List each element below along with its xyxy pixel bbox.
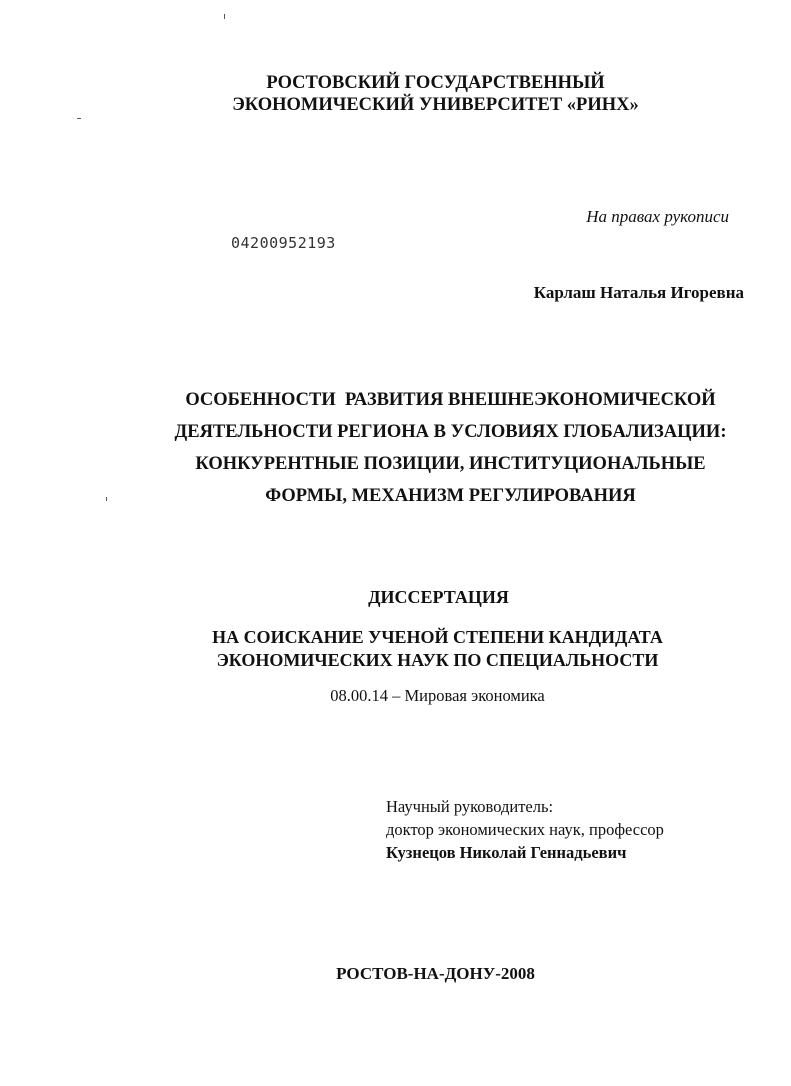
city-year: РОСТОВ-НА-ДОНУ-2008 <box>336 964 535 983</box>
stamp-number: 04200952193 <box>231 234 336 252</box>
degree-statement <box>42 626 791 672</box>
university-line-2: ЭКОНОМИЧЕСКИЙ УНИВЕРСИТЕТ «РИНХ» <box>232 95 639 115</box>
supervisor-name: Кузнецов Николай Геннадьевич <box>386 843 627 862</box>
specialty-code: 08.00.14 – Мировая экономика <box>330 686 545 705</box>
title-line-3: КОНКУРЕНТНЫЕ ПОЗИЦИИ, ИНСТИТУЦИОНАЛЬНЫЕ <box>195 454 706 474</box>
title-line-1: ОСОБЕННОСТИ РАЗВИТИЯ ВНЕШНЕЭКОНОМИЧЕСКОЙ <box>185 390 716 410</box>
thesis-type: ДИССЕРТАЦИЯ <box>368 587 509 607</box>
manuscript-note: На правах рукописи <box>586 207 729 226</box>
supervisor-credentials: доктор экономических наук, профессор <box>386 820 664 839</box>
title-line-2: ДЕЯТЕЛЬНОСТИ РЕГИОНА В УСЛОВИЯХ ГЛОБАЛИЗАЦИИ: <box>174 422 727 442</box>
supervisor-label: Научный руководитель: <box>386 797 554 816</box>
university-line-1: РОСТОВСКИЙ ГОСУДАРСТВЕННЫЙ <box>266 73 605 93</box>
title-line-4: ФОРМЫ, МЕХАНИЗМ РЕГУЛИРОВАНИЯ <box>265 486 636 506</box>
scan-speck <box>224 14 225 19</box>
degree-line-1: НА СОИСКАНИЕ УЧЕНОЙ СТЕПЕНИ КАНДИДАТА <box>212 627 663 647</box>
supervisor-block <box>386 795 664 864</box>
author-name: Карлаш Наталья Игоревна <box>533 283 744 302</box>
dissertation-title <box>55 384 791 512</box>
scan-speck <box>77 118 81 119</box>
university-heading <box>40 72 791 116</box>
degree-line-2: ЭКОНОМИЧЕСКИХ НАУК ПО СПЕЦИАЛЬНОСТИ <box>216 650 659 670</box>
